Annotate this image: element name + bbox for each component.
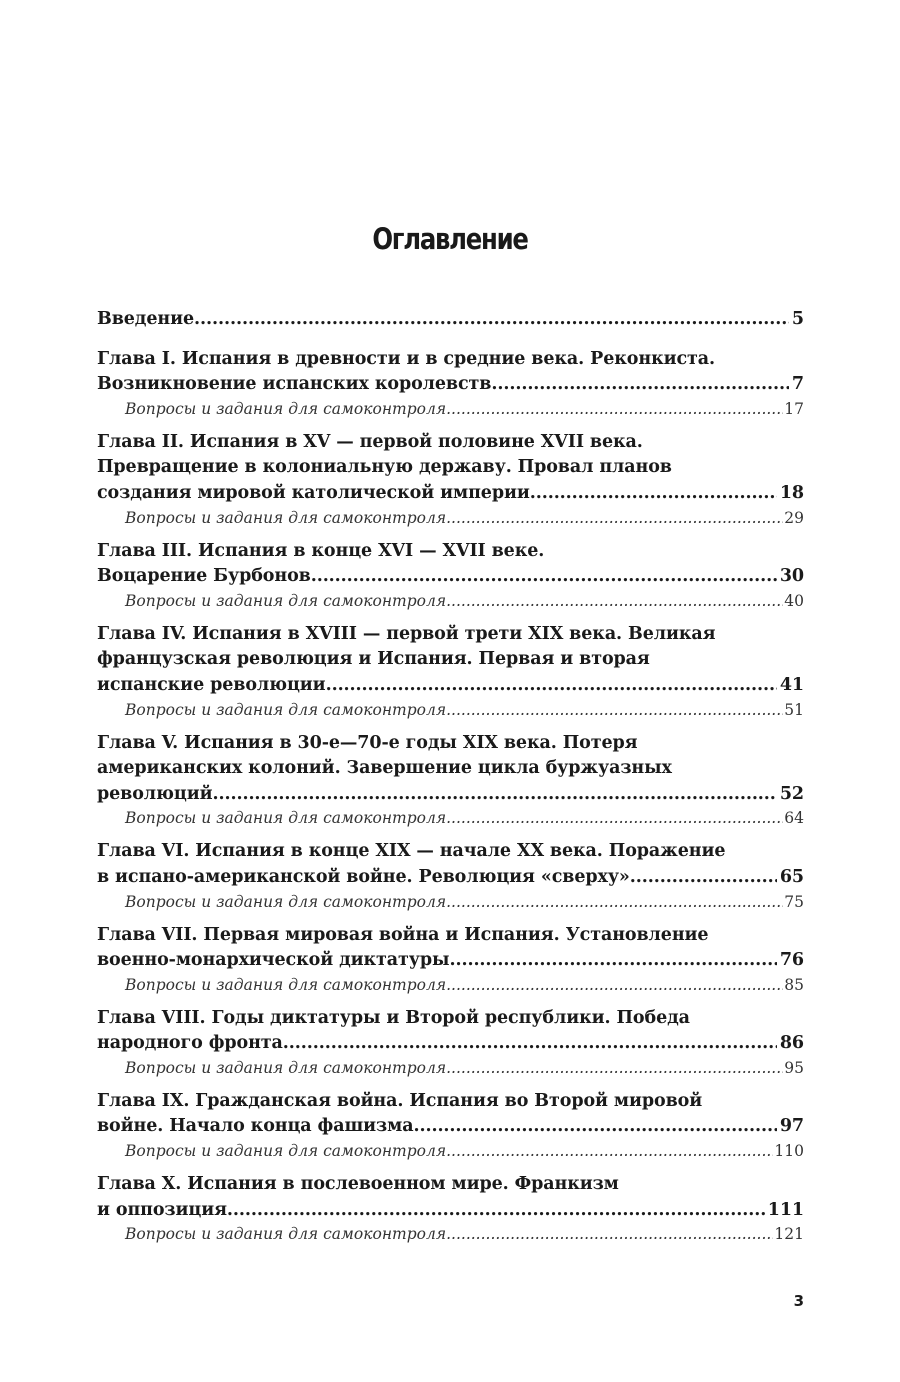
toc-subentry-page-number: 64 xyxy=(784,809,804,828)
dot-leader xyxy=(311,564,777,590)
toc-entry-title-line xyxy=(97,839,804,865)
toc-entry-title-line xyxy=(97,1172,804,1198)
toc-entry-page-number: 18 xyxy=(779,482,804,503)
toc-subentry xyxy=(97,891,804,913)
toc-entry-title-last-line xyxy=(97,1198,804,1224)
toc-subentry-title: Вопросы и задания для самоконтроля xyxy=(125,1142,447,1161)
toc-entry-page-number: 41 xyxy=(779,674,804,695)
toc-entry-title-line xyxy=(97,347,804,373)
toc-entry-title-text: народного фронта xyxy=(97,1033,283,1054)
toc-subentry-title: Вопросы и задания для самоконтроля xyxy=(125,1058,447,1077)
toc-entry-title-line xyxy=(97,1089,804,1115)
dot-leader xyxy=(194,307,789,333)
toc-entry xyxy=(97,731,804,830)
toc-entry-page-number: 7 xyxy=(791,374,804,395)
dot-leader xyxy=(227,1198,765,1224)
toc-entry xyxy=(97,539,804,612)
toc-entry-title-text: Глава II. Испания в XV — первой половине XVII века. xyxy=(97,431,643,452)
toc-entry-title-line xyxy=(97,731,804,757)
toc-entry-title-text: и оппозиция xyxy=(97,1199,227,1220)
dot-leader xyxy=(446,974,783,996)
toc-entry-title-last-line xyxy=(97,865,804,891)
toc-entry-title-line xyxy=(97,756,804,782)
toc-entry-title-text: Глава VIII. Годы диктатуры и Второй республики. Победа xyxy=(97,1007,690,1028)
toc-subentry-page-number: 110 xyxy=(774,1142,804,1161)
toc-entry-title-text: Глава VII. Первая мировая война и Испания. Установление xyxy=(97,924,709,945)
toc-entry-title-text: Глава X. Испания в послевоенном мире. Франкизм xyxy=(97,1174,619,1195)
toc-entry xyxy=(97,347,804,420)
dot-leader xyxy=(446,398,783,420)
dot-leader xyxy=(446,891,783,913)
page-title: Оглавление xyxy=(372,222,528,256)
toc-entry xyxy=(97,1006,804,1079)
dot-leader xyxy=(446,1140,773,1162)
toc-entry xyxy=(97,839,804,912)
toc-entry-title-text: Глава I. Испания в древности и в средние века. Реконкиста. xyxy=(97,348,716,369)
dot-leader xyxy=(630,865,777,891)
toc-entry-title-text: французская революция и Испания. Первая и вторая xyxy=(97,649,650,670)
dot-leader xyxy=(446,1057,783,1079)
toc-entry-title-last-line xyxy=(97,948,804,974)
toc-entry-title-text: Возникновение испанских королевств xyxy=(97,374,492,395)
dot-leader xyxy=(446,590,783,612)
page-number: 3 xyxy=(793,1292,804,1310)
dot-leader xyxy=(491,372,789,398)
toc-entry-title-line xyxy=(97,923,804,949)
toc-entry-title-text: американских колоний. Завершение цикла буржуазных xyxy=(97,758,672,779)
toc-entry xyxy=(97,923,804,996)
toc-entry-title-last-line xyxy=(97,1031,804,1057)
toc-entry-title-text: войне. Начало конца фашизма xyxy=(97,1116,414,1137)
toc-entry-page-number: 76 xyxy=(779,950,804,971)
toc-entry-title-last-line xyxy=(97,372,804,398)
toc-subentry-page-number: 51 xyxy=(784,700,804,719)
toc-subentry-title: Вопросы и задания для самоконтроля xyxy=(125,975,447,994)
toc-entry-title-last-line xyxy=(97,481,804,507)
toc-entry-title-text: Воцарение Бурбонов xyxy=(97,566,311,587)
toc-subentry-page-number: 40 xyxy=(784,591,804,610)
dot-leader xyxy=(446,507,783,529)
toc-subentry xyxy=(97,507,804,529)
toc-entry-page-number: 5 xyxy=(791,309,804,329)
dot-leader xyxy=(283,1031,777,1057)
toc-subentry xyxy=(97,699,804,721)
toc-entry-title-text: Введение xyxy=(97,309,195,329)
toc-entry-page-number: 97 xyxy=(779,1116,804,1137)
toc-entry-page-number: 86 xyxy=(779,1033,804,1054)
toc-subentry-page-number: 17 xyxy=(784,399,804,418)
dot-leader xyxy=(446,807,783,829)
toc-entry xyxy=(97,1172,804,1245)
toc-subentry xyxy=(97,1223,804,1245)
toc-entry-page-number: 65 xyxy=(779,866,804,887)
toc-entry-title-text: Глава III. Испания в конце XVI — XVII веке. xyxy=(97,540,545,561)
toc-entry-title-last-line xyxy=(97,307,804,333)
toc-subentry xyxy=(97,590,804,612)
toc-entry-title-text: военно-монархической диктатуры xyxy=(97,950,450,971)
dot-leader xyxy=(446,699,783,721)
toc-subentry-page-number: 29 xyxy=(784,508,804,527)
toc-subentry xyxy=(97,807,804,829)
toc-entry-title-last-line xyxy=(97,564,804,590)
toc-entry-title-line xyxy=(97,430,804,456)
toc-entry-page-number: 111 xyxy=(767,1199,804,1220)
dot-leader xyxy=(449,948,776,974)
toc-subentry-title: Вопросы и задания для самоконтроля xyxy=(125,591,447,610)
toc-entry-title-text: Глава IX. Гражданская война. Испания во Второй мировой xyxy=(97,1090,703,1111)
toc-entry-title-line xyxy=(97,539,804,565)
toc-subentry-title: Вопросы и задания для самоконтроля xyxy=(125,508,447,527)
toc-subentry-page-number: 95 xyxy=(784,1058,804,1077)
table-of-contents xyxy=(97,307,804,1255)
dot-leader xyxy=(446,1223,773,1245)
toc-entry-title-line xyxy=(97,647,804,673)
toc-subentry-title: Вопросы и задания для самоконтроля xyxy=(125,399,447,418)
toc-entry-title-last-line xyxy=(97,673,804,699)
toc-subentry-title: Вопросы и задания для самоконтроля xyxy=(125,1225,447,1244)
toc-entry-title-last-line xyxy=(97,1114,804,1140)
toc-entry-page-number: 30 xyxy=(779,566,804,587)
toc-subentry-title: Вопросы и задания для самоконтроля xyxy=(125,809,447,828)
toc-entry xyxy=(97,1089,804,1162)
toc-subentry xyxy=(97,974,804,996)
toc-subentry xyxy=(97,1057,804,1079)
toc-entry-title-last-line xyxy=(97,782,804,808)
toc-entry-title-text: Глава VI. Испания в конце XIX — начале XX века. Поражение xyxy=(97,841,726,862)
toc-entry xyxy=(97,307,804,333)
toc-subentry-page-number: 85 xyxy=(784,975,804,994)
toc-entry-title-line xyxy=(97,1006,804,1032)
toc-entry xyxy=(97,622,804,721)
toc-subentry-page-number: 75 xyxy=(784,892,804,911)
toc-subentry-title: Вопросы и задания для самоконтроля xyxy=(125,892,447,911)
toc-entry-title-text: Превращение в колониальную державу. Провал планов xyxy=(97,457,672,478)
toc-subentry-page-number: 121 xyxy=(774,1225,804,1244)
toc-entry-page-number: 52 xyxy=(779,783,804,804)
toc-entry-title-text: Глава V. Испания в 30-е—70-е годы XIX века. Потеря xyxy=(97,732,638,753)
toc-entry-title-text: революций xyxy=(97,783,213,804)
dot-leader xyxy=(530,481,777,507)
toc-entry-title-text: Глава IV. Испания в XVIII — первой трети XIX века. Великая xyxy=(97,623,716,644)
toc-entry-title-line xyxy=(97,622,804,648)
toc-entry-title-text: создания мировой католической империи xyxy=(97,482,530,503)
toc-subentry xyxy=(97,398,804,420)
toc-entry-title-text: в испано-американской войне. Революция «сверху» xyxy=(97,866,630,887)
toc-entry xyxy=(97,430,804,529)
toc-entry-title-text: испанские революции xyxy=(97,674,326,695)
toc-subentry-title: Вопросы и задания для самоконтроля xyxy=(125,700,447,719)
dot-leader xyxy=(326,673,777,699)
dot-leader xyxy=(212,782,776,808)
dot-leader xyxy=(413,1114,776,1140)
toc-subentry xyxy=(97,1140,804,1162)
toc-entry-title-line xyxy=(97,455,804,481)
